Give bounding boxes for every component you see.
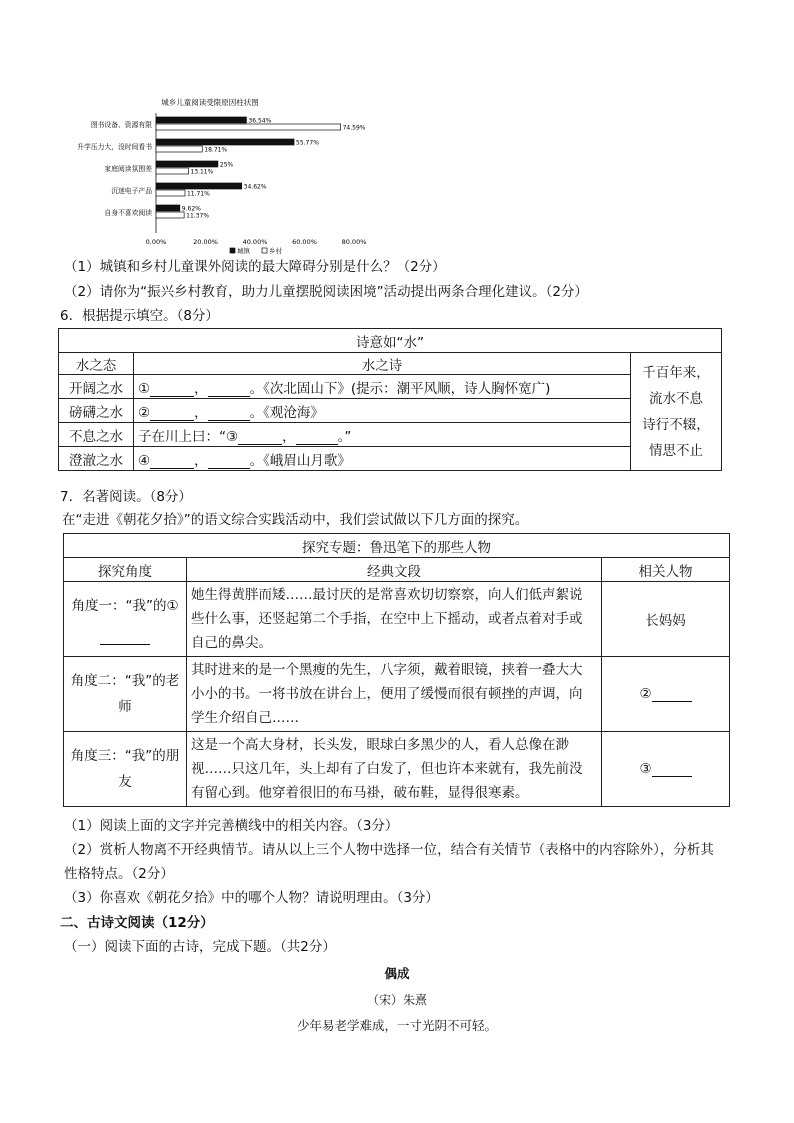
answer-blank[interactable]: [208, 455, 250, 469]
poem-prefix: ②: [138, 404, 151, 421]
bar: [156, 190, 185, 196]
q7-angle-cell: [64, 732, 187, 807]
answer-blank[interactable]: [100, 631, 150, 645]
q6-poem-cell: [134, 423, 631, 447]
q7-text-cell: [187, 732, 602, 807]
data-label: 13.11%: [190, 168, 214, 176]
text-line: 其时进来的是一个黑瘦的先生，八字须，戴着眼镜，挟着一叠大大: [191, 662, 583, 678]
q7-table: [63, 533, 730, 807]
person-label: ③: [639, 761, 652, 777]
answer-blank[interactable]: [150, 383, 194, 397]
q7-person-cell: [602, 732, 730, 807]
x-tick-label: 60.00%: [292, 238, 317, 246]
data-label: 9.62%: [181, 205, 201, 213]
x-tick-label: 80.00%: [341, 238, 367, 246]
answer-blank[interactable]: [652, 688, 692, 702]
data-label: 18.71%: [204, 146, 228, 154]
poem-suffix: 。《观沧海》: [249, 404, 324, 421]
poem-sep: ，: [194, 404, 208, 421]
q6-state: 磅礴之水: [59, 399, 134, 423]
legend-swatch: [262, 248, 267, 253]
bar: [156, 161, 218, 167]
poem-author: （宋）朱熹: [366, 993, 427, 1007]
q5-sub2: （2）请你为“振兴乡村教育，助力儿童摆脱阅读困境”活动提出两条合理化建议。（2分）: [64, 284, 588, 300]
q7-text-cell: [187, 657, 602, 732]
x-tick-label: 0.00%: [145, 238, 167, 246]
bar: [156, 146, 202, 152]
q7-sub2-line2: 性格特点。（2分）: [64, 866, 174, 882]
data-label: 34.62%: [243, 183, 267, 191]
reading-obstacle-chart: [70, 92, 370, 255]
poem-sep: ，: [194, 452, 208, 469]
q7-sub3: （3）你喜欢《朝花夕拾》中的哪个人物？请说明理由。（3分）: [64, 890, 439, 906]
q6-side-note: [631, 353, 722, 471]
bar: [156, 205, 180, 211]
data-label: 25%: [219, 161, 234, 169]
q6-title: 6．根据提示填空。（8分）: [60, 308, 219, 324]
q7-sub2-line1: （2）赏析人物离不开经典情节。请从以上三个人物中选择一位，结合有关情节（表格中的内容除外），分析其: [64, 842, 714, 858]
person-label: ②: [639, 686, 652, 702]
legend-label: 乡村: [269, 247, 282, 255]
chart-title: 城乡儿童阅读受限原因柱状图: [161, 98, 259, 107]
angle-text: 角度一：“我”的①: [71, 598, 179, 614]
q6-table-title: 诗意如“水”: [59, 329, 722, 353]
q7-col-person: 相关人物: [602, 558, 730, 582]
q7-col-text: 经典文段: [187, 558, 602, 582]
q7-col-angle: 探究角度: [64, 558, 187, 582]
q6-table: [58, 328, 722, 471]
data-label: 74.59%: [342, 124, 366, 132]
q6-state: 澄澈之水: [59, 447, 134, 471]
answer-blank[interactable]: [238, 431, 282, 445]
table-row: [59, 399, 722, 423]
bar: [156, 168, 188, 174]
text-line: 小小的书。一将书放在讲台上，便用了缓慢而很有顿挫的声调，向: [191, 686, 583, 702]
answer-blank[interactable]: [208, 407, 250, 421]
legend-swatch: [230, 248, 235, 253]
data-label: 55.77%: [296, 139, 319, 147]
poem-suffix: 。《次北固山下》(提示：潮平风顺，诗人胸怀宽广): [249, 380, 551, 397]
q7-angle-cell: [64, 582, 187, 657]
poem-suffix: 。”: [337, 428, 352, 445]
q7-intro: 在“走进《朝花夕拾》”的语文综合实践活动中，我们尝试做以下几方面的探究。: [62, 512, 529, 528]
q6-poem-cell: [134, 399, 631, 423]
answer-blank[interactable]: [296, 431, 338, 445]
text-line: 她生得黄胖而矮……最讨厌的是常喜欢切切察察，向人们低声絮说: [191, 587, 583, 603]
poem-prefix: 子在川上曰：“③: [138, 428, 239, 445]
answer-blank[interactable]: [150, 407, 194, 421]
q7-title: 7．名著阅读。（8分）: [60, 489, 192, 505]
side-line: 千百年来，: [642, 364, 710, 381]
data-label: 11.37%: [186, 212, 210, 220]
poem-sep: ，: [194, 380, 208, 397]
table-row: [59, 423, 722, 447]
table-row: [59, 447, 722, 471]
category-label: 家庭阅读氛围差: [104, 165, 152, 173]
q6-state: 开阔之水: [59, 375, 134, 399]
answer-blank[interactable]: [150, 455, 194, 469]
side-line: 诗行不辍，: [642, 416, 710, 433]
angle-text: 师: [118, 699, 132, 715]
q6-col-state: 水之态: [59, 353, 134, 375]
bar: [156, 212, 184, 218]
poem-prefix: ④: [138, 452, 151, 469]
poem-prefix: ①: [138, 380, 151, 397]
poem-line: 少年易老学难成，一寸光阴不可轻。: [296, 1018, 497, 1033]
q7-text-cell: [187, 582, 602, 657]
section2-title: 二、古诗文阅读（12分）: [60, 915, 214, 931]
q6-state: 不息之水: [59, 423, 134, 447]
text-line: 这是一个高大身材，长头发，眼球白多黑少的人，看人总像在渺: [191, 737, 569, 753]
legend-label: 城镇: [237, 247, 250, 255]
q7-table-title: 探究专题：鲁迅笔下的那些人物: [64, 534, 730, 558]
text-line: 有留心到。他穿着很旧的布马褂，破布鞋，显得很寒素。: [191, 785, 529, 801]
category-label: 自身不喜欢阅读: [104, 209, 152, 217]
text-line: 些什么事，还竖起第二个手指，在空中上下摇动，或者点着对手或: [191, 611, 583, 627]
angle-text: 角度二：“我”的老: [70, 673, 180, 689]
category-label: 升学压力大，没时间看书: [77, 143, 152, 151]
poem-title: 偶成: [384, 966, 410, 981]
q6-poem-cell: [134, 447, 631, 471]
table-row: [64, 732, 730, 807]
q7-person-cell: 长妈妈: [602, 582, 730, 657]
section2-part1: （一）阅读下面的古诗，完成下题。（共2分）: [64, 939, 336, 955]
q6-col-poem: 水之诗: [134, 353, 631, 375]
category-label: 沉迷电子产品: [111, 187, 152, 195]
table-row: [64, 657, 730, 732]
q7-sub1: （1）阅读上面的文字并完善横线中的相关内容。（3分）: [64, 818, 399, 834]
table-row: [64, 582, 730, 657]
text-line: 自己的鼻尖。: [191, 635, 272, 651]
x-tick-label: 40.00%: [242, 238, 268, 246]
bar: [156, 117, 246, 123]
poem-sep: ，: [282, 428, 296, 445]
answer-blank[interactable]: [652, 763, 692, 777]
side-line: 情思不止: [649, 442, 703, 459]
angle-text: 角度三：“我”的朋: [70, 748, 180, 764]
q7-person-cell: [602, 657, 730, 732]
text-line: 学生介绍自己……: [191, 710, 299, 726]
table-row: [59, 375, 722, 399]
x-tick-label: 20.00%: [193, 238, 218, 246]
bar: [156, 124, 341, 130]
data-label: 36.54%: [248, 117, 272, 125]
answer-blank[interactable]: [208, 383, 250, 397]
q6-poem-cell: [134, 375, 631, 399]
text-line: 视……只这几年，头上却有了白发了，但也许本来就有，我先前没: [191, 761, 583, 777]
bar: [156, 183, 242, 189]
data-label: 11.71%: [186, 190, 210, 198]
side-line: 流水不息: [649, 390, 703, 407]
poem-suffix: 。《峨眉山月歌》: [249, 452, 351, 469]
category-label: 图书设备、资源有限: [90, 121, 152, 129]
bar: [156, 139, 294, 145]
q7-angle-cell: [64, 657, 187, 732]
angle-text: 友: [118, 774, 132, 790]
q5-sub1: （1）城镇和乡村儿童课外阅读的最大障碍分别是什么？（2分）: [64, 259, 446, 275]
